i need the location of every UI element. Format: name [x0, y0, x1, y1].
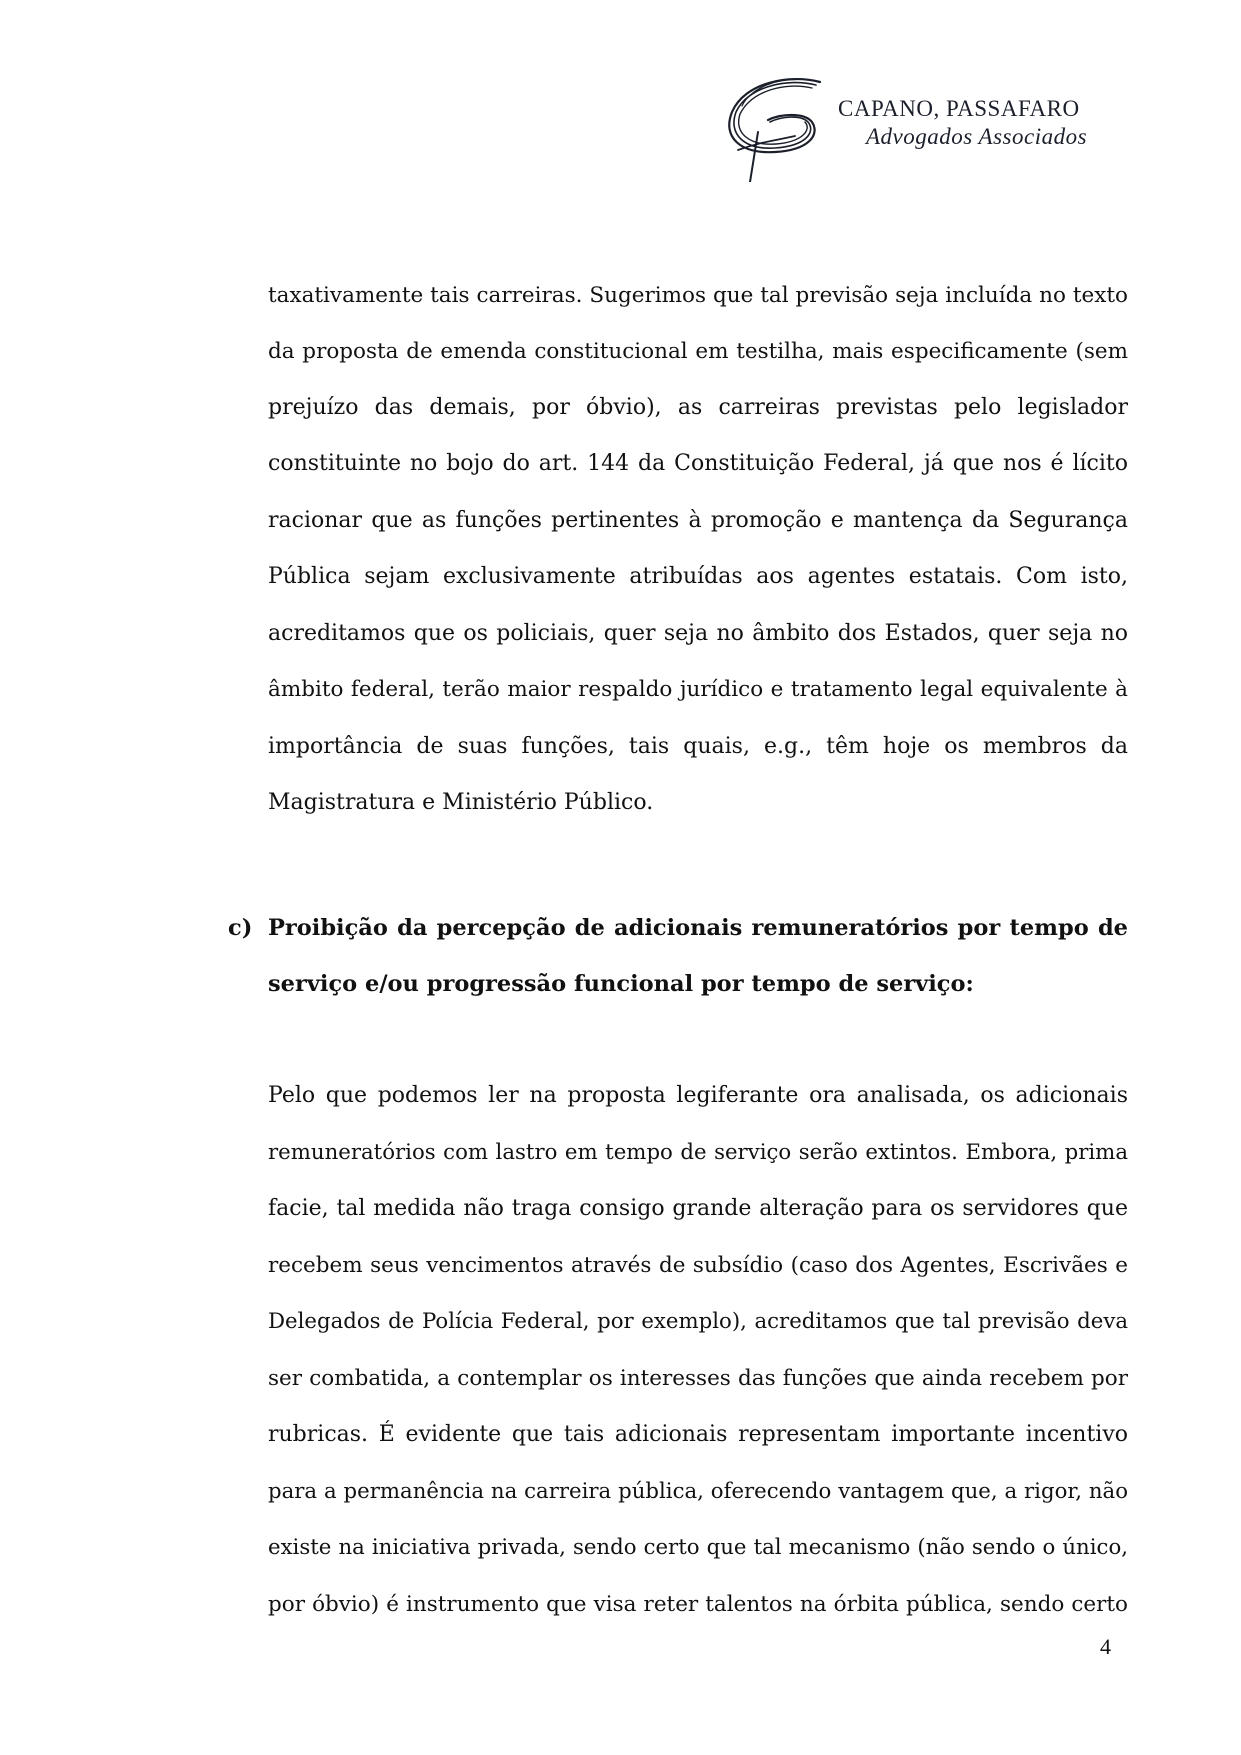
- text-line: taxativamente tais carreiras. Sugerimos que tal previsão seja incluída no texto: [268, 283, 1128, 308]
- heading-line: Proibição da percepção de adicionais remuneratórios por tempo de: [268, 915, 1128, 941]
- text-line: Delegados de Polícia Federal, por exemplo), acreditamos que tal previsão deva: [268, 1309, 1128, 1334]
- firm-logo: [720, 72, 1140, 182]
- firm-subtitle: Advogados Associados: [866, 124, 1088, 149]
- text-line: âmbito federal, terão maior respaldo jurídico e tratamento legal equivalente à: [268, 677, 1128, 702]
- text-line: remuneratórios com lastro em tempo de serviço serão extintos. Embora, prima: [268, 1140, 1128, 1165]
- text-line: Pública sejam exclusivamente atribuídas aos agentes estatais. Com isto,: [268, 564, 1128, 589]
- text-line: por óbvio) é instrumento que visa reter talentos na órbita pública, sendo certo: [268, 1592, 1128, 1617]
- text-line: acreditamos que os policiais, quer seja no âmbito dos Estados, quer seja no: [268, 621, 1128, 646]
- text-line: da proposta de emenda constitucional em testilha, mais especificamente (sem: [268, 339, 1128, 364]
- text-line: Magistratura e Ministério Público.: [268, 790, 654, 815]
- text-line: existe na iniciativa privada, sendo certo que tal mecanismo (não sendo o único,: [268, 1535, 1128, 1560]
- text-line: ser combatida, a contemplar os interesses das funções que ainda recebem por: [268, 1366, 1128, 1391]
- text-line: rubricas. É evidente que tais adicionais representam importante incentivo: [268, 1422, 1128, 1447]
- firm-name: CAPANO, PASSAFARO: [838, 96, 1080, 121]
- text-line: para a permanência na carreira pública, oferecendo vantagem que, a rigor, não: [268, 1479, 1128, 1504]
- text-line: recebem seus vencimentos através de subsídio (caso dos Agentes, Escrivães e: [268, 1253, 1128, 1278]
- text-line: importância de suas funções, tais quais, e.g., têm hoje os membros da: [268, 734, 1128, 759]
- text-line: racionar que as funções pertinentes à promoção e mantença da Segurança: [268, 508, 1128, 533]
- list-marker: c): [228, 915, 253, 941]
- text-line: facie, tal medida não traga consigo grande alteração para os servidores que: [268, 1196, 1128, 1221]
- text-line: prejuízo das demais, por óbvio), as carreiras previstas pelo legislador: [268, 395, 1128, 420]
- page-number: 4: [1100, 1634, 1111, 1659]
- text-line: constituinte no bojo do art. 144 da Constituição Federal, já que nos é lícito: [268, 451, 1128, 476]
- heading-line: serviço e/ou progressão funcional por tempo de serviço:: [268, 971, 974, 997]
- cp-monogram-logo-icon: [720, 72, 835, 182]
- text-line: Pelo que podemos ler na proposta legiferante ora analisada, os adicionais: [268, 1083, 1128, 1108]
